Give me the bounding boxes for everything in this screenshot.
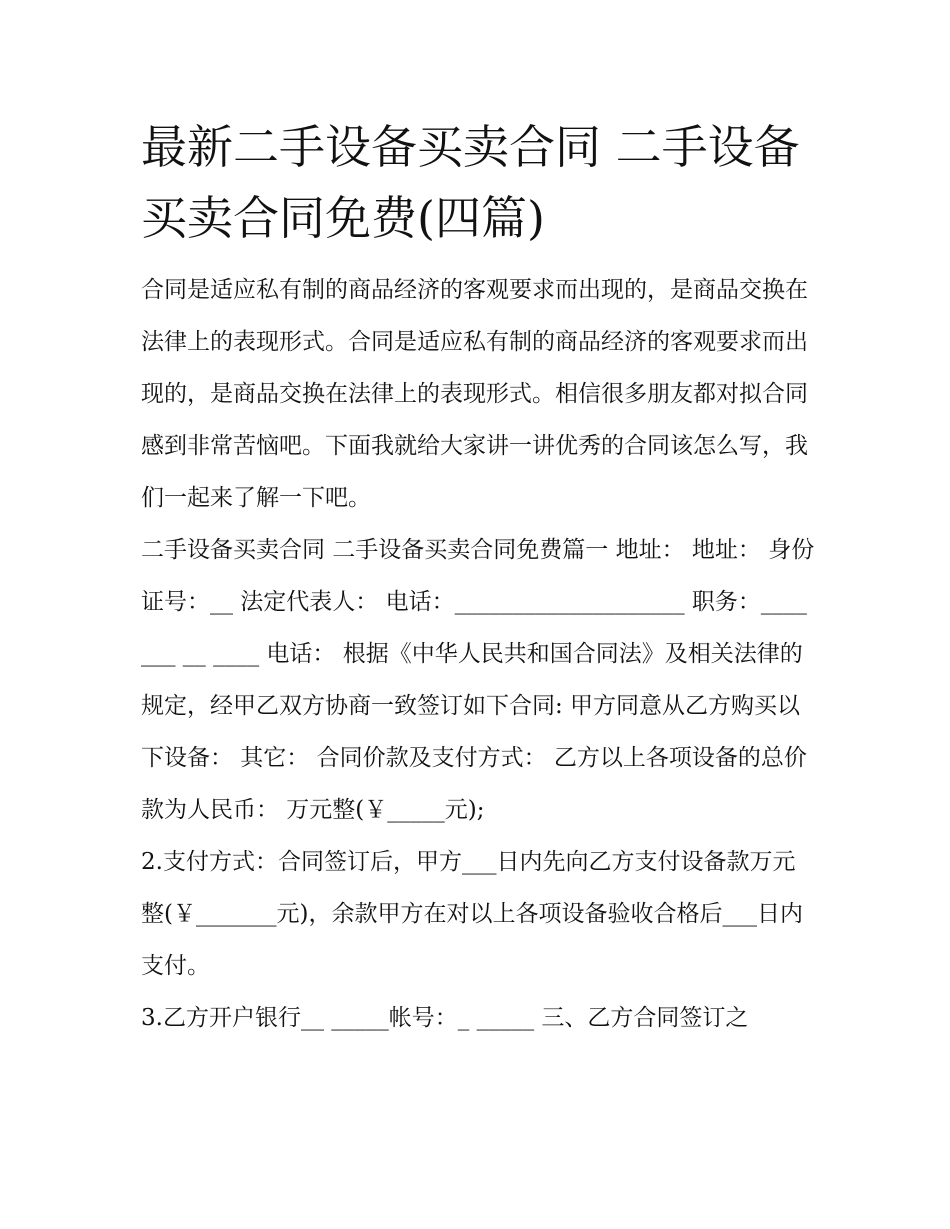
- contract-header-paragraph: 二手设备买卖合同 二手设备买卖合同免费篇一 地址： 地址： 身份证号：__ 法定代表人： 电话：____________________ 职务：_______ __ ____ 电话： 根据《中华人民共和国合同法》及相关法律的规定，经甲乙双方协商一致签订如下合同: 甲方同意从乙方购买以下设备： 其它： 合同价款及支付方式： 乙方以上各项设备的总价款为人民币： 万元整(￥_____元);: [141, 537, 815, 823]
- document-title: 最新二手设备买卖合同 二手设备买卖合同免费(四篇): [141, 120, 800, 245]
- payment-method-paragraph: 2.支付方式：合同签订后，甲方___日内先向乙方支付设备款万元整(￥_______元)，余款甲方在对以上各项设备验收合格后___日内支付。: [141, 849, 803, 979]
- intro-paragraph: 合同是适应私有制的商品经济的客观要求而出现的，是商品交换在法律上的表现形式。合同是适应私有制的商品经济的客观要求而出现的，是商品交换在法律上的表现形式。相信很多朋友都对拟合同感到非常苦恼吧。下面我就给大家讲一讲优秀的合同该怎么写，我们一起来了解一下吧。: [141, 277, 808, 511]
- document-content: [141, 112, 816, 1044]
- bank-account-paragraph: 3.乙方开户银行__ _____帐号：_ _____ 三、乙方合同签订之: [141, 1005, 749, 1031]
